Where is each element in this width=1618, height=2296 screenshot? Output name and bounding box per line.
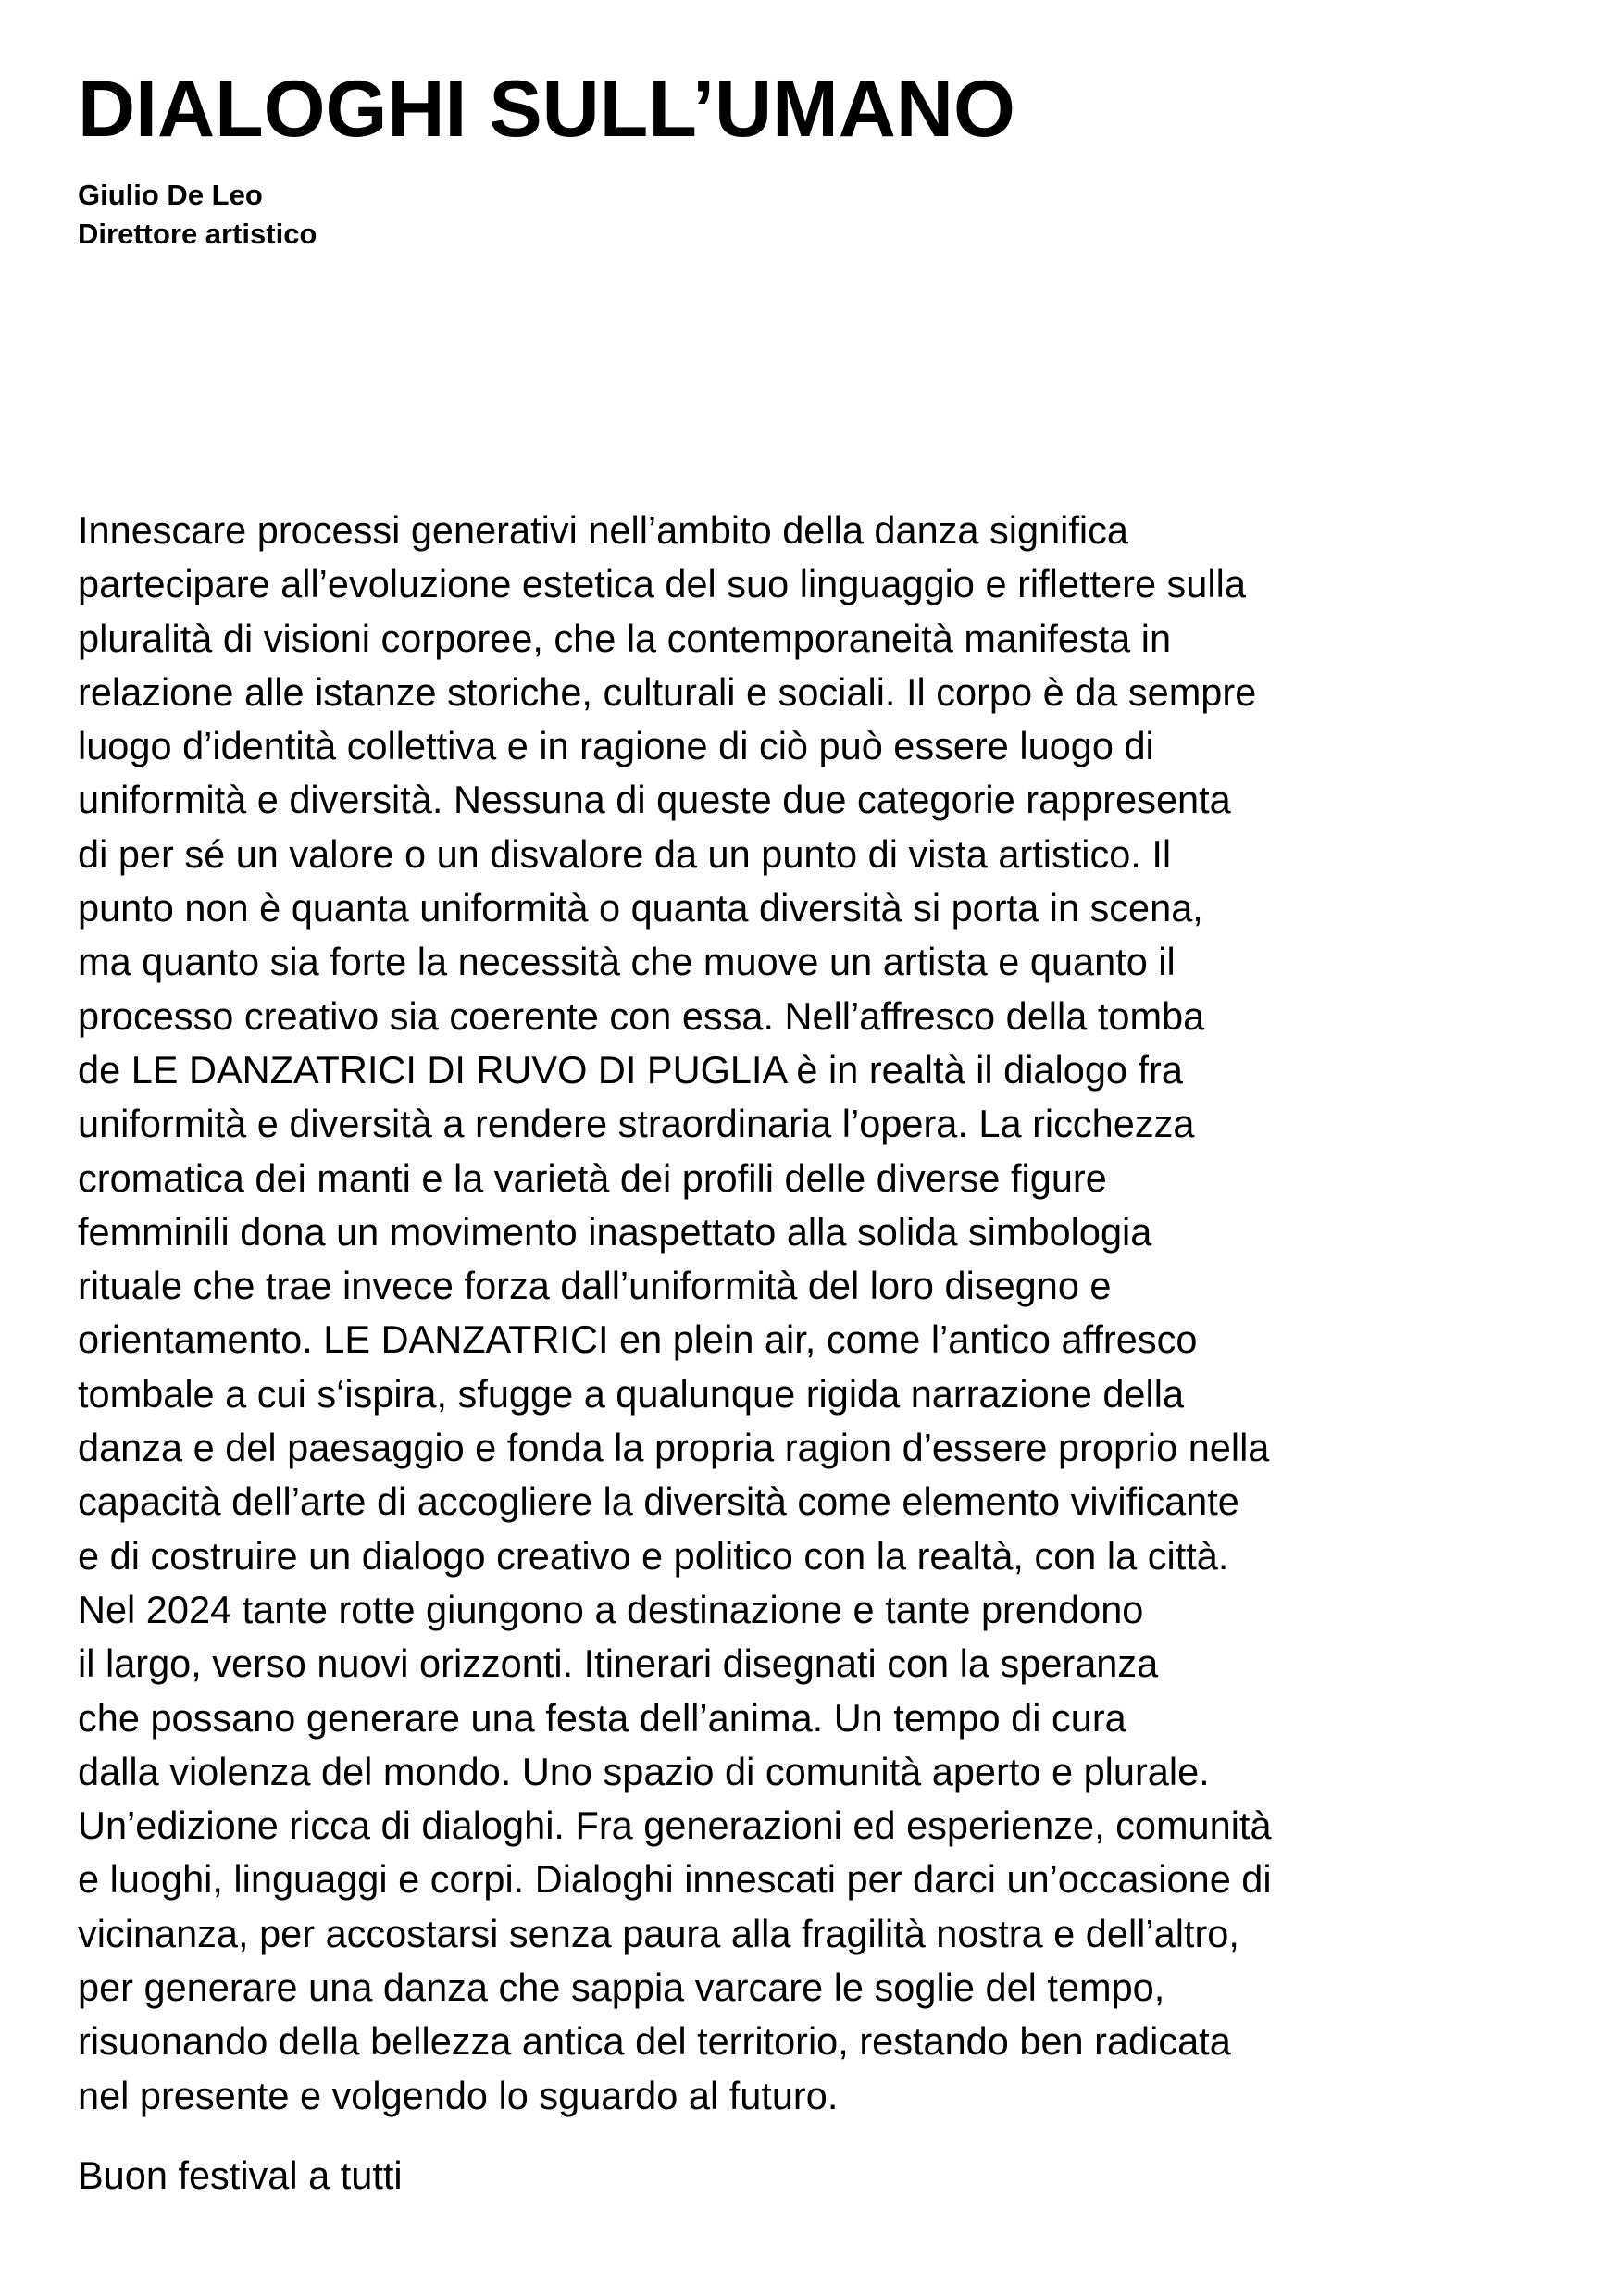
body-line: partecipare all’evoluzione estetica del suo linguaggio e riflettere sulla	[78, 562, 1246, 606]
body-line: Nel 2024 tante rotte giungono a destinazione e tante prendono	[78, 1587, 1144, 1631]
body-line: vicinanza, per accostarsi senza paura alla fragilità nostra e dell’altro,	[78, 1911, 1239, 1955]
body-line: luogo d’identità collettiva e in ragione di ciò può essere luogo di	[78, 724, 1154, 768]
body-line: Innescare processi generativi nell’ambito della danza significa	[78, 508, 1128, 552]
body-line: e di costruire un dialogo creativo e politico con la realtà, con la città.	[78, 1533, 1229, 1578]
body-line: femminili dona un movimento inaspettato alla solida simbologia	[78, 1209, 1152, 1254]
body-line: Un’edizione ricca di dialoghi. Fra generazioni ed esperienze, comunità	[78, 1803, 1272, 1848]
body-line: pluralità di visioni corporee, che la contemporaneità manifesta in	[78, 616, 1172, 660]
body-line: e luoghi, linguaggi e corpi. Dialoghi innescati per darci un’occasione di	[78, 1857, 1272, 1902]
body-line: di per sé un valore o un disvalore da un punto di vista artistico. Il	[78, 831, 1172, 876]
body-line: risuonando della bellezza antica del territorio, restando ben radicata	[78, 2019, 1231, 2064]
body-line: uniformità e diversità. Nessuna di queste due categorie rappresenta	[78, 778, 1231, 822]
body-line: capacità dell’arte di accogliere la diversità come elemento vivificante	[78, 1479, 1239, 1524]
body-line: tombale a cui s‘ispira, sfugge a qualunque rigida narrazione della	[78, 1371, 1185, 1416]
body-line: danza e del paesaggio e fonda la propria ragion d’essere proprio nella	[78, 1426, 1270, 1470]
closing-line: Buon festival a tutti	[78, 2153, 403, 2197]
body-line: per generare una danza che sappia varcare le soglie del tempo,	[78, 1965, 1165, 2010]
body-paragraph	[78, 504, 1577, 2123]
body-line: relazione alle istanze storiche, culturali e sociali. Il corpo è da sempre	[78, 669, 1257, 714]
body-line: processo creativo sia coerente con essa. Nell’affresco della tomba	[78, 993, 1205, 1038]
body-line: che possano generare una festa dell’anima. Un tempo di cura	[78, 1695, 1126, 1740]
body-line: punto non è quanta uniformità o quanta diversità si porta in scena,	[78, 886, 1203, 930]
author-block	[78, 176, 317, 254]
page-title: DIALOGHI SULL’UMANO	[78, 65, 1015, 154]
body-line: rituale che trae invece forza dall’uniformità del loro disegno e	[78, 1264, 1112, 1308]
body-line: il largo, verso nuovi orizzonti. Itinerari disegnati con la speranza	[78, 1641, 1159, 1686]
body-line: uniformità e diversità a rendere straordinaria l’opera. La ricchezza	[78, 1102, 1195, 1146]
body-line: nel presente e volgendo lo sguardo al futuro.	[78, 2073, 839, 2117]
body-line: orientamento. LE DANZATRICI en plein air, come l’antico affresco	[78, 1317, 1198, 1362]
author-name: Giulio De Leo	[78, 179, 263, 211]
body-line: dalla violenza del mondo. Uno spazio di comunità aperto e plurale.	[78, 1749, 1210, 1793]
body-line: de LE DANZATRICI DI RUVO DI PUGLIA è in realtà il dialogo fra	[78, 1047, 1183, 1092]
author-role: Direttore artistico	[78, 218, 317, 250]
body-line: ma quanto sia forte la necessità che muove un artista e quanto il	[78, 940, 1176, 984]
body-line: cromatica dei manti e la varietà dei profili delle diverse figure	[78, 1155, 1107, 1200]
